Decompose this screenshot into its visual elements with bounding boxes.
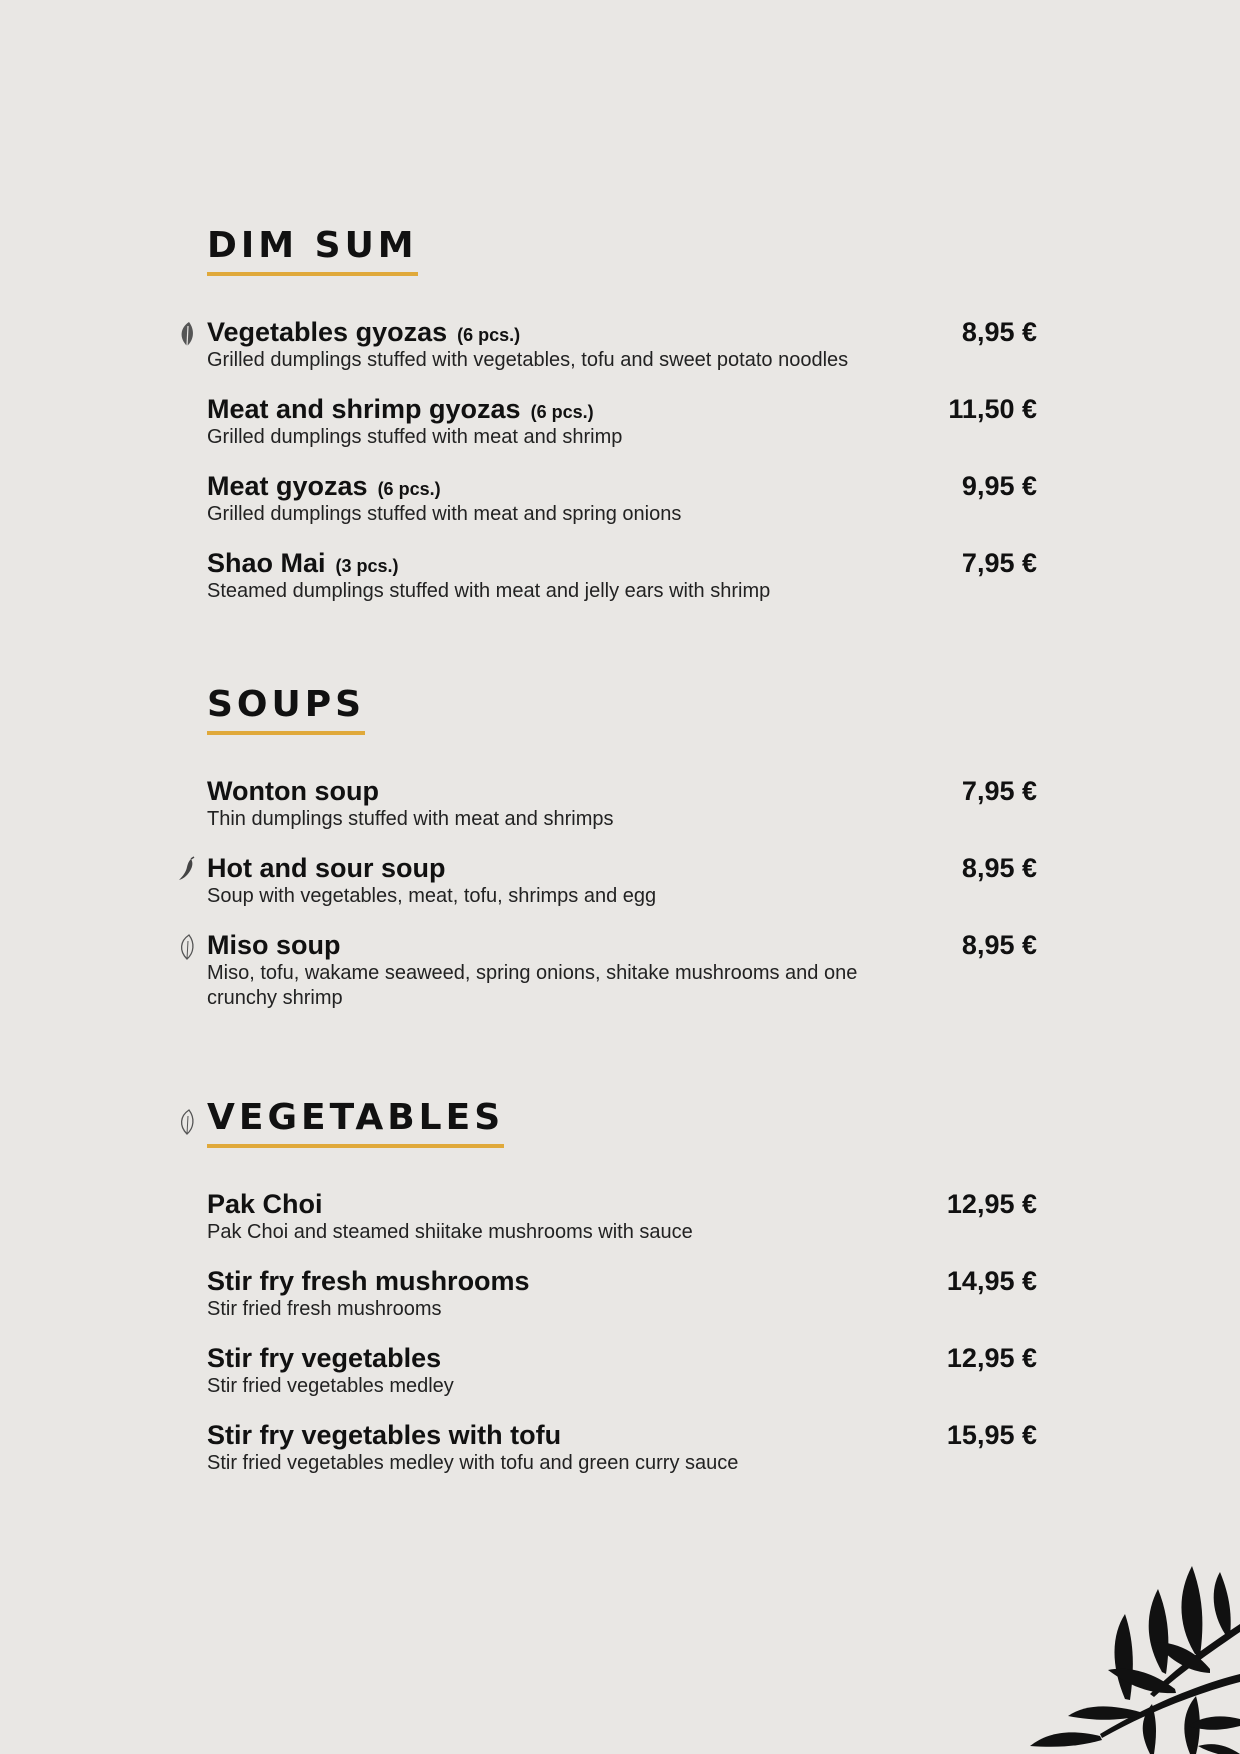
item-description: Stir fried vegetables medley with tofu and green curry sauce bbox=[207, 1452, 739, 1474]
menu-item bbox=[207, 470, 1037, 547]
menu-item bbox=[207, 547, 1037, 624]
item-price: 9,95 € bbox=[961, 471, 1037, 501]
item-name: Miso soup bbox=[207, 930, 341, 960]
section-title: VEGETABLES bbox=[207, 1100, 504, 1148]
menu-item bbox=[207, 1419, 1037, 1496]
item-name: Stir fry fresh mushrooms bbox=[207, 1266, 530, 1296]
item-price: 8,95 € bbox=[961, 930, 1037, 960]
leaf-filled-icon bbox=[177, 320, 197, 348]
bamboo-leaves-icon bbox=[940, 1554, 1240, 1754]
item-name: Stir fry vegetables with tofu bbox=[207, 1420, 562, 1450]
item-description: Pak Choi and steamed shiitake mushrooms with sauce bbox=[207, 1221, 693, 1243]
menu-item bbox=[207, 1342, 1037, 1419]
menu-list bbox=[207, 1188, 1037, 1496]
item-description: Steamed dumplings stuffed with meat and jelly ears with shrimp bbox=[207, 580, 771, 602]
menu-item bbox=[207, 852, 1037, 929]
menu-item bbox=[207, 929, 1037, 1029]
chili-pepper-icon bbox=[177, 856, 197, 884]
item-price: 12,95 € bbox=[946, 1343, 1037, 1373]
section-dim-sum bbox=[207, 225, 1037, 624]
leaf-outline-icon bbox=[177, 933, 197, 961]
item-name: Vegetables gyozas bbox=[207, 317, 448, 347]
item-quantity: (6 pcs.) bbox=[530, 402, 594, 422]
item-description: Thin dumplings stuffed with meat and shrimps bbox=[207, 808, 614, 830]
menu-list bbox=[207, 316, 1037, 624]
item-description: Soup with vegetables, meat, tofu, shrimps and egg bbox=[207, 885, 657, 907]
item-quantity: (6 pcs.) bbox=[377, 479, 441, 499]
item-name: Meat gyozas bbox=[207, 471, 368, 501]
menu-list bbox=[207, 775, 1037, 1029]
section-vegetables bbox=[207, 1097, 1037, 1496]
item-name: Hot and sour soup bbox=[207, 853, 446, 883]
item-quantity: (6 pcs.) bbox=[457, 325, 521, 345]
item-description: Grilled dumplings stuffed with meat and shrimp bbox=[207, 426, 623, 448]
item-description: Grilled dumplings stuffed with meat and spring onions bbox=[207, 503, 682, 525]
leaf-outline-icon bbox=[177, 1108, 197, 1136]
section-title: SOUPS bbox=[207, 687, 365, 735]
item-name: Pak Choi bbox=[207, 1189, 323, 1219]
item-description: Stir fried vegetables medley bbox=[207, 1375, 454, 1397]
item-price: 14,95 € bbox=[946, 1266, 1037, 1296]
section-title: DIM SUM bbox=[207, 228, 418, 276]
item-price: 8,95 € bbox=[961, 853, 1037, 883]
item-price: 8,95 € bbox=[961, 317, 1037, 347]
item-description: Grilled dumplings stuffed with vegetables, tofu and sweet potato noodles bbox=[207, 349, 849, 371]
item-quantity: (3 pcs.) bbox=[335, 556, 399, 576]
section-soups bbox=[207, 684, 1037, 1029]
item-price: 7,95 € bbox=[961, 548, 1037, 578]
item-price: 7,95 € bbox=[961, 776, 1037, 806]
item-name: Shao Mai bbox=[207, 548, 326, 578]
item-price: 12,95 € bbox=[946, 1189, 1037, 1219]
item-name: Stir fry vegetables bbox=[207, 1343, 442, 1373]
item-price: 15,95 € bbox=[946, 1420, 1037, 1450]
item-price: 11,50 € bbox=[948, 394, 1037, 424]
menu-item bbox=[207, 393, 1037, 470]
item-name: Wonton soup bbox=[207, 776, 379, 806]
item-name: Meat and shrimp gyozas bbox=[207, 394, 521, 424]
menu-item bbox=[207, 1265, 1037, 1342]
item-description: Stir fried fresh mushrooms bbox=[207, 1298, 442, 1320]
item-description: Miso, tofu, wakame seaweed, spring onions, shitake mushrooms and one crunchy shrimp bbox=[207, 962, 858, 1009]
menu-item bbox=[207, 775, 1037, 852]
menu-item bbox=[207, 1188, 1037, 1265]
menu-item bbox=[207, 316, 1037, 393]
